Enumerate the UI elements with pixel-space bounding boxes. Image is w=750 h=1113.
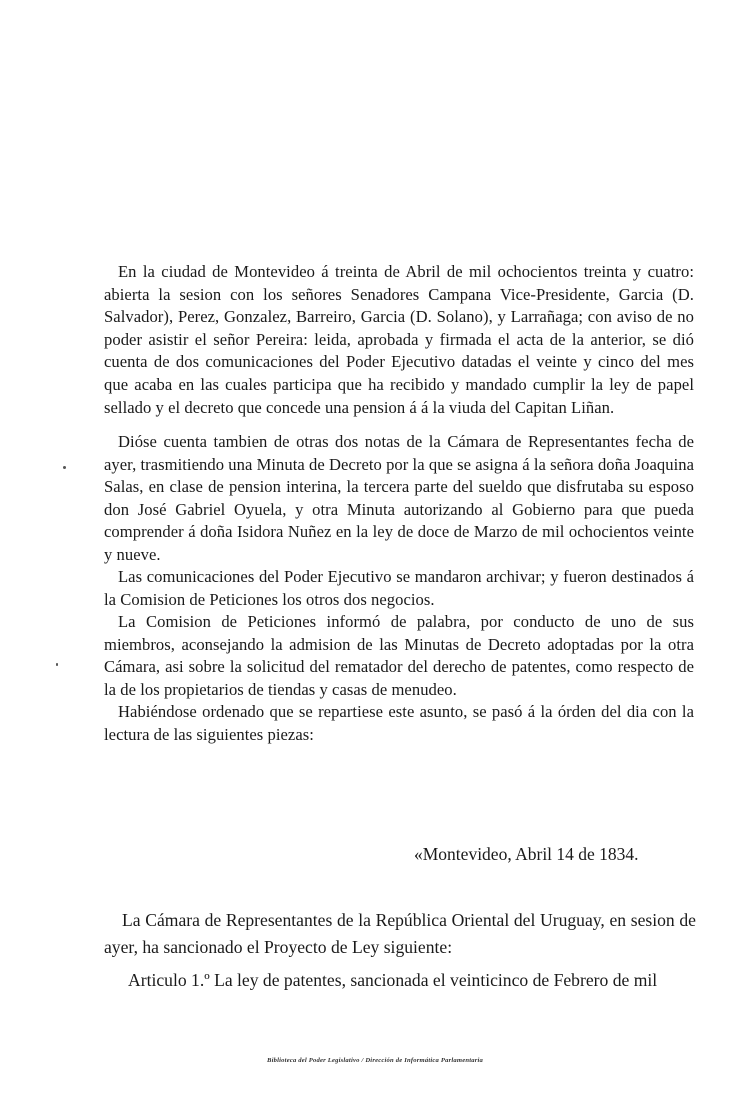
paragraph-order-of-day: Habiéndose ordenado que se repartiese este asunto, se pasó á la órden del dia con la lectura de las siguientes piezas: [104,702,694,744]
library-footer: Biblioteca del Poder Legislativo / Dirección de Informática Parlamentaria [266,1057,484,1064]
paragraph-chamber-notes: Dióse cuenta tambien de otras dos notas de la Cámara de Representantes fecha de ayer, trasmitiendo una Minuta de Decreto por la que se asigna á la señora doña Joaquina Salas, en clase de pension interina, la tercera parte del sueldo que disfrutaba su esposo don José Gabriel Oyuela, y otra Minuta autorizando al Gobierno para que pueda comprender á doña Isidora Nuñez en la ley de doce de Marzo de mil ochocientos veinte y nueve. [104,432,694,564]
paragraph-chamber-sanction: La Cámara de Representantes de la República Oriental del Uruguay, en sesion de ayer, ha sancionado el Proyecto de Ley siguiente: [104,910,696,957]
paragraph-article-one: Articulo 1.º La ley de patentes, sancionada el veinticinco de Febrero de mil [128,970,658,990]
paragraph-commission-report: La Comision de Peticiones informó de palabra, por conducto de uno de sus miembros, aconsejando la admision de las Minutas de Decreto adoptadas por la otra Cámara, asi sobre la solicitud del rematador del derecho de patentes, como respecto de la de los propietarios de tiendas y casas de menudeo. [104,612,694,699]
letter-dateline: «Montevideo, Abril 14 de 1834. [414,844,639,864]
scan-speck [63,466,66,469]
scan-speck [56,663,58,666]
paragraph-communications-filed: Las comunicaciones del Poder Ejecutivo se mandaron archivar; y fueron destinados á la Comision de Peticiones los otros dos negocios. [104,567,694,609]
paragraph-session-opening: En la ciudad de Montevideo á treinta de Abril de mil ochocientos treinta y cuatro: abierta la sesion con los señores Senadores Campana Vice-Presidente, Garcia (D. Salvador), Perez, Gonzalez, Barreiro, Garcia (D. Solano), y Larrañaga; con aviso de no poder asistir el señor Pereira: leida, aprobada y firmada el acta de la anterior, se dió cuenta de dos comunicaciones del Poder Ejecutivo datadas el veinte y cinco del mes que acaba en las cuales participa que ha recibido y mandado cumplir la ley de papel sellado y el decreto que concede una pension á á la viuda del Capitan Liñan. [104,262,694,417]
